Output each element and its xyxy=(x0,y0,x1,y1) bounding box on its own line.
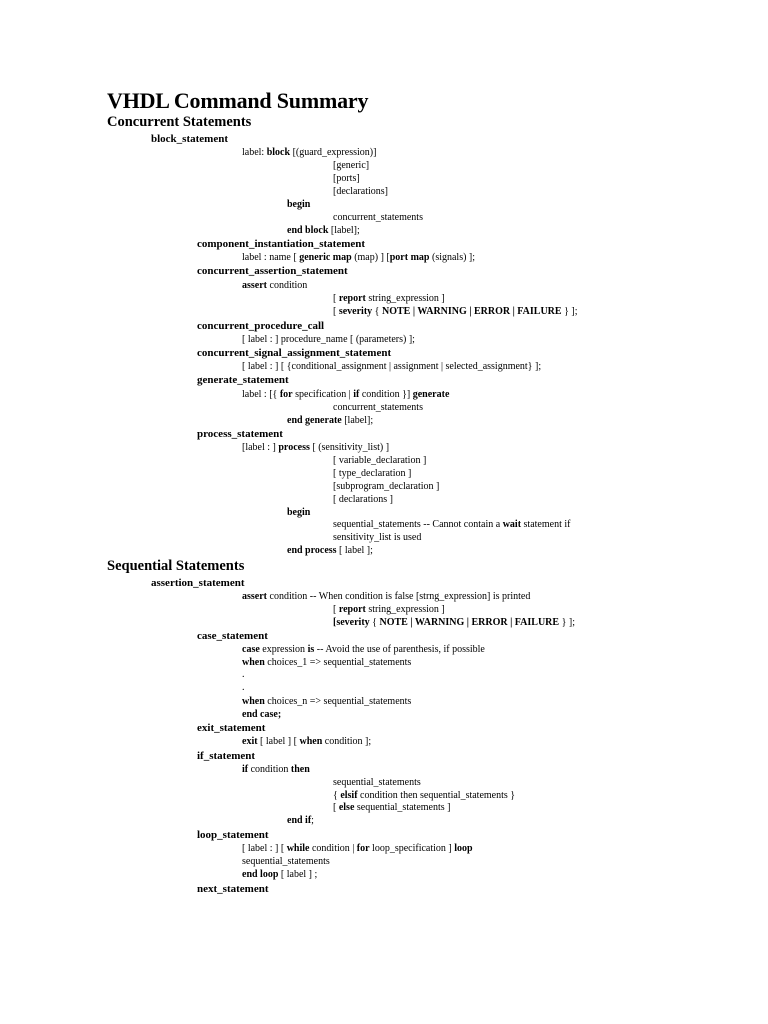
keyword: generate xyxy=(412,389,450,400)
heading-block-statement: block_statement xyxy=(151,133,228,145)
code-text: choices_n => sequential_statements xyxy=(264,696,412,707)
keyword: process xyxy=(278,442,310,453)
keyword: for xyxy=(279,389,293,400)
code-text: sequential_statements xyxy=(333,777,421,788)
code-line xyxy=(333,494,393,506)
code-text: condition xyxy=(248,764,291,775)
code-line xyxy=(333,306,578,318)
code-line xyxy=(333,455,426,467)
keyword: assert xyxy=(242,591,267,602)
code-text: { xyxy=(372,306,382,317)
code-line xyxy=(333,617,575,629)
code-line xyxy=(242,252,475,264)
code-line xyxy=(287,815,314,827)
keyword: case xyxy=(242,644,260,655)
code-line xyxy=(333,173,360,185)
code-text: [ label : ] [ {conditional_assignment | assignment | selected_assignment} ]; xyxy=(242,361,542,372)
code-line xyxy=(333,790,515,802)
code-text: ; xyxy=(311,815,314,826)
code-text: statement if xyxy=(521,519,571,530)
keyword: generic map xyxy=(299,252,352,263)
heading-concurrent-procedure-call: concurrent_procedure_call xyxy=(197,320,325,332)
code-text: condition then sequential_statements } xyxy=(357,790,516,801)
code-text: expression xyxy=(259,644,308,655)
code-line xyxy=(333,402,423,414)
keyword: NOTE | WARNING | ERROR | FAILURE xyxy=(379,617,560,628)
code-line xyxy=(287,225,360,237)
code-text: } ]; xyxy=(561,306,578,317)
code-line xyxy=(333,468,411,480)
keyword: when xyxy=(242,696,265,707)
code-text: . xyxy=(242,682,245,693)
code-text: { xyxy=(369,617,380,628)
keyword: then xyxy=(290,764,310,775)
code-text: sensitivity_list is used xyxy=(333,532,422,543)
keyword: block xyxy=(266,147,291,158)
keyword: when xyxy=(242,657,265,668)
code-line xyxy=(333,519,570,531)
code-text: label : [{ xyxy=(242,389,280,400)
keyword: end loop xyxy=(242,869,279,880)
code-text: [ label : ] procedure_name [ (parameters) ]; xyxy=(242,334,415,345)
code-text: . xyxy=(242,669,245,680)
keyword: end block xyxy=(287,225,329,236)
code-text: [ label ] ; xyxy=(278,869,318,880)
code-text: sequential_statements -- Cannot contain a xyxy=(333,519,503,530)
code-text: } ]; xyxy=(559,617,575,628)
heading-concurrent-assertion-statement: concurrent_assertion_statement xyxy=(197,265,348,277)
code-line xyxy=(242,764,310,776)
keyword: is xyxy=(307,644,315,655)
code-text: string_expression ] xyxy=(365,604,445,615)
code-text: concurrent_statements xyxy=(333,212,423,223)
code-text: [ xyxy=(333,306,339,317)
keyword: begin xyxy=(287,507,311,518)
code-text: choices_1 => sequential_statements xyxy=(264,657,412,668)
code-text: concurrent_statements xyxy=(333,402,423,413)
code-line xyxy=(242,682,245,694)
code-text: (map) ] [ xyxy=(351,252,390,263)
code-line xyxy=(242,856,330,868)
code-line xyxy=(333,293,445,305)
keyword: when xyxy=(299,736,323,747)
keyword: NOTE | WARNING | ERROR | FAILURE xyxy=(381,306,562,317)
heading-case-statement: case_statement xyxy=(197,630,268,642)
code-line xyxy=(333,532,421,544)
code-line xyxy=(242,669,245,681)
code-line xyxy=(242,696,411,708)
code-line xyxy=(242,147,376,159)
code-text: specification | xyxy=(292,389,354,400)
keyword: exit xyxy=(242,736,258,747)
code-line xyxy=(242,280,307,292)
keyword: wait xyxy=(502,519,522,530)
keyword: [severity xyxy=(333,617,370,628)
code-text: [ type_declaration ] xyxy=(333,468,412,479)
code-line xyxy=(242,442,389,454)
heading-process-statement: process_statement xyxy=(197,428,283,440)
code-line xyxy=(333,212,423,224)
code-text: condition xyxy=(267,280,308,291)
code-line xyxy=(333,802,450,814)
code-text: loop_specification ] xyxy=(369,843,455,854)
keyword: end if xyxy=(287,815,312,826)
code-line xyxy=(242,361,541,373)
code-line xyxy=(287,545,373,557)
code-line xyxy=(333,186,388,198)
code-text: [label]; xyxy=(341,415,374,426)
code-line xyxy=(242,736,371,748)
keyword: severity xyxy=(338,306,373,317)
code-text: label : name [ xyxy=(242,252,300,263)
code-text: [declarations] xyxy=(333,186,388,197)
heading-exit-statement: exit_statement xyxy=(197,722,266,734)
code-text: -- Avoid the use of parenthesis, if possible xyxy=(314,644,485,655)
heading-loop-statement: loop_statement xyxy=(197,829,269,841)
code-text: [ xyxy=(333,293,339,304)
code-line xyxy=(242,657,411,669)
keyword: else xyxy=(338,802,355,813)
keyword: while xyxy=(286,843,310,854)
code-text: [subprogram_declaration ] xyxy=(333,481,440,492)
code-text: [(guard_expression)] xyxy=(290,147,377,158)
code-text: label: xyxy=(242,147,267,158)
code-line xyxy=(287,415,373,427)
code-text: [ variable_declaration ] xyxy=(333,455,427,466)
code-text: [ label ]; xyxy=(336,545,373,556)
code-line xyxy=(287,199,310,211)
keyword: port map xyxy=(389,252,430,263)
code-text: [label : ] xyxy=(242,442,279,453)
keyword: report xyxy=(338,604,366,615)
keyword: end generate xyxy=(287,415,342,426)
code-text: sequential_statements xyxy=(242,856,330,867)
code-line xyxy=(242,334,415,346)
code-text: { xyxy=(333,790,341,801)
heading-assertion-statement: assertion_statement xyxy=(151,577,245,589)
keyword: for xyxy=(356,843,370,854)
code-text: (signals) ]; xyxy=(429,252,476,263)
code-text: [ xyxy=(333,604,339,615)
keyword: elsif xyxy=(340,790,358,801)
keyword: if xyxy=(242,764,249,775)
code-line xyxy=(333,481,439,493)
heading-concurrent-signal-assignment-statement: concurrent_signal_assignment_statement xyxy=(197,347,392,359)
keyword: loop xyxy=(454,843,473,854)
page-title: VHDL Command Summary xyxy=(107,88,369,113)
heading-if-statement: if_statement xyxy=(197,750,256,762)
code-line xyxy=(242,389,449,401)
code-text: [label]; xyxy=(328,225,360,236)
code-text: condition -- When condition is false [strng_expression] is printed xyxy=(267,591,531,602)
keyword: report xyxy=(338,293,366,304)
section-sequential-statements: Sequential Statements xyxy=(107,558,245,574)
code-text: [ label ] [ xyxy=(257,736,300,747)
code-line xyxy=(242,644,485,656)
code-text: [ports] xyxy=(333,173,360,184)
heading-next-statement: next_statement xyxy=(197,883,269,895)
code-line xyxy=(333,160,369,172)
keyword: if xyxy=(353,389,360,400)
keyword: begin xyxy=(287,199,311,210)
code-line xyxy=(333,604,445,616)
code-line xyxy=(242,843,473,855)
keyword: end process xyxy=(287,545,337,556)
code-text: [ declarations ] xyxy=(333,494,393,505)
code-text: sequential_statements ] xyxy=(354,802,451,813)
code-text: [ label : ] [ xyxy=(242,843,287,854)
keyword: assert xyxy=(242,280,267,291)
code-line xyxy=(242,591,530,603)
code-text: [ (sensitivity_list) ] xyxy=(309,442,390,453)
code-line xyxy=(287,507,310,519)
code-text: condition }] xyxy=(359,389,413,400)
heading-generate-statement: generate_statement xyxy=(197,374,289,386)
code-line xyxy=(242,709,281,721)
code-line xyxy=(242,869,317,881)
code-text: string_expression ] xyxy=(365,293,445,304)
code-text: condition | xyxy=(309,843,357,854)
code-text: [ xyxy=(333,802,339,813)
code-line xyxy=(333,777,421,789)
heading-component-instantiation-statement: component_instantiation_statement xyxy=(197,238,366,250)
code-text: condition ]; xyxy=(322,736,372,747)
section-concurrent-statements: Concurrent Statements xyxy=(107,114,252,130)
keyword: end case; xyxy=(242,709,282,720)
code-text: [generic] xyxy=(333,160,370,171)
